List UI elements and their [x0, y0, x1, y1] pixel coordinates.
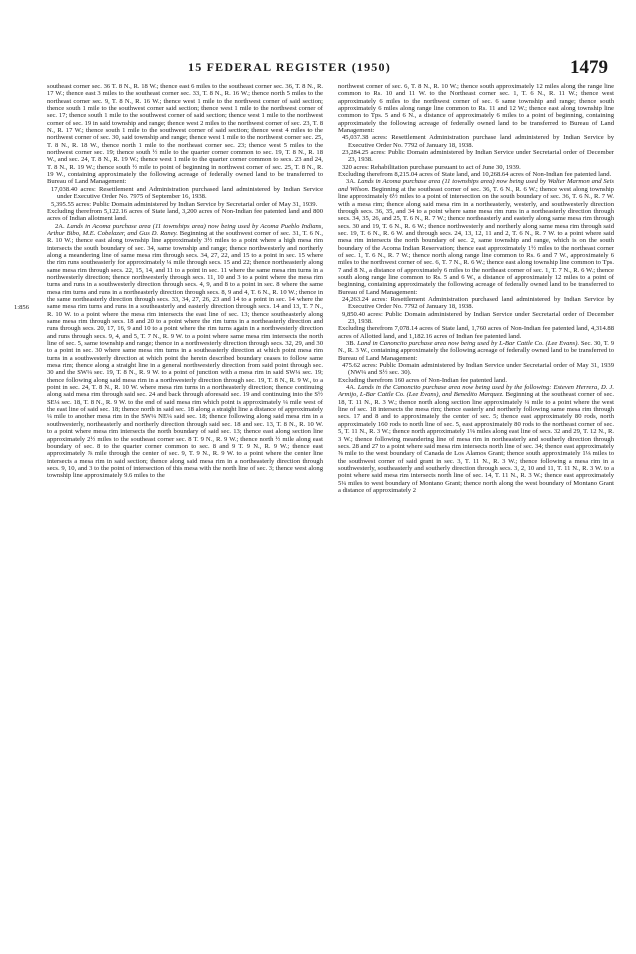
- paragraph: 45,037.38 acres: Resettlement Administration purchase land administered by Indian Service by Executive Order No. 7792 of January 18, 1938.: [342, 134, 614, 149]
- paragraph: 3A. Lands in Acoma purchase area (11 townships area) now being used by Walter Marmon and Seis and Wilson. Beginning at the southeast corner of sec. 36, T. 6 N., R. 6 W.; thence west along township line approximately 6½ miles to a point of intersection on the south boundary of sec. 36, T. 6 N., R. 7 W. with a mesa rim; thence along said mesa rim in a northeasterly, westerly, and southwesterly direction through secs. 36, 35, and 34 to a point where same mesa rim runs in a northeasterly direction through secs. 34, 35, 26, and 25, T. 6 N., R. 7 W.; thence northeasterly and easterly along same mesa rim through secs. 30 and 19, T. 6 N., R. 6 W.; thence northwesterly and northerly along same mesa rim through said sec. 19, T. 6 N., R. 6 W. and through secs. 24, 13, 12, 11 and 2, T. 6 N., R. 7 W. to a point where said mesa rim intersects the north boundary of sec. 2, same township and range, which is on the south boundary of the Acoma Indian Reservation; thence east approximately 1½ miles to the northeast corner of sec. 1, T. 6 N., R. 7 W.; thence north along range line common to Rs. 6 and 7 W., approximately 6 miles to the northwest corner of sec. 6, T. 7 N., R. 6 W.; thence east along township line common to Tps. 7 and 8 N., a distance of approximately 6 miles to the northeast corner of sec. 1, T. 7 N., R. 6 W.; thence south along range line common to Rs. 5 and 6 W., a distance of approximately 12 miles to a point of beginning, containing approximately the following acreage of federally owned land to be transferred to Bureau of Land Management:: [338, 178, 614, 296]
- paragraph: 475.62 acres: Public Domain administered by Indian Service under Secretarial order of May 31, 1939 (NW¼ and S½ sec. 30).: [342, 362, 614, 377]
- paragraph: 4A. Lands in the Canoncito purchase area now being used by the following: Esteven Herrera, D. J. Armijo, L-Bar Cattle Co. (Lee Evans), and Benedito Marquez. Beginning at the southeast corner of sec. 18, T. 11 N., R. 3 W.; thence north along section line approximately ¼ mile to a point where the west line of sec. 18 intersects the mesa rim; thence easterly and northerly following same mesa rim through secs. 17 and 8 and to approximately the center of sec. 5; thence east approximately 80 rods, north approximately 160 rods to north line of sec. 5, east approximately 80 rods to the northeast corner of sec. 5, T. 11 N., R. 3 W.; thence north approximately 1⅛ miles along east line of secs. 32 and 29, T. 12 N., R. 3 W.; thence following meandering line of mesa rim in northeasterly and southerly direction through secs. 28 and 27 to a point where said mesa rim intersects north line of sec. 34; thence east approximately ⅝ mile to the west boundary of Canada de Los Alamos Grant; thence south approximately 1⅛ miles to the southwest corner of said grant in sec. 3, T. 11 N., R. 3 W.; thence following a mesa rim in a southwesterly, southeasterly and southerly direction through secs. 3, 2, 10 and 11, T. 11 N., R. 3 W. to a point where said mesa rim intersects north line of sec. 14, T. 11 N., R. 3 W.; thence east approximately 5¼ miles to west boundary of Montano Grant; thence north along the west boundary of Montano Grant a distance of approximately 2: [338, 384, 614, 494]
- paragraph: 3B. Land in Canoncito purchase area now being used by L-Bar Cattle Co. (Lee Evans). Sec. 30, T. 9 N., R. 3 W., containing approximately the following acreage of federally owned land to be transferred to Bureau of Land Management:: [338, 340, 614, 362]
- page-header: [0, 0, 636, 80]
- paragraph: Excluding therefrom 7,078.14 acres of State land, 1,760 acres of Non-Indian fee patented land, 4,314.88 acres of Allotted land, and 1,182.16 acres of Indian fee patented land.: [338, 325, 614, 340]
- margin-note: 1:856: [14, 304, 30, 311]
- paragraph: 9,850.40 acres: Public Domain administered by Indian Service under Secretarial order of December 23, 1938.: [342, 310, 614, 325]
- paragraph: 320 acres: Rehabilitation purchase pursuant to act of June 30, 1939.: [342, 163, 521, 171]
- paragraph: 2A. Lands in Acoma purchase area (11 townships area) now being used by Acoma Pueblo Indians, Arthur Bibo, M.E. Cobelazer, and Gus D. Raney. Beginning at the southwest corner of sec. 31, T. 6 N., R. 10 W.; thence east along township line approximately 3½ miles to a point where a high mesa rim intersects the south boundary of sec. 34, same township and range; thence northwesterly and northerly along a meandering line of same mesa rim through secs. 34, 27, 22, and 15 to a point in sec. 15 where the rim runs southeasterly for approximately ¼ mile through secs. 15 and 22; thence northeasterly along same mesa rim through secs. 22, 15, 14, and 11 to a point in sec. 11 where the same mesa rim turns in a northwesterly direction; thence northwesterly through secs. 11, 10 and 3 to a point where the mesa rim turns and runs in a southwesterly direction through secs. 4, 9, and 8 to a point in sec. 8 where the same mesa rim turns and runs in a northeasterly direction through secs. 8, 9 and 4, T. 6 N., R. 10 W.; thence in the same northeasterly direction through secs. 33, 34, 27, 26, 23 and 14 to a point in sec. 14 where the same mesa rim turns and runs in a southeasterly and easterly direction through secs. 14 and 13, T. 7 N., R. 10 W. to a point where the mesa rim intersects the east line of sec. 13; thence southeasterly along same mesa rim through secs. 18 and 20 to a point where the rim turns in a northeasterly direction and runs through secs. 20, 17, 16, 9 and 10 to a point where the rim turns again in a northwesterly direction and runs through secs. 9, 4, and 5, T. 7 N., R. 9 W. to a point where same mesa rim intersects the north line of sec. 5, same township and range; thence in a northwesterly direction through secs. 32, 29, and 30 to a point in sec. 30 where same mesa rim turns in a southeasterly direction at which point mesa rim turns in a southwesterly direction at which point the herein described boundary ceases to follow same mesa rim; thence along a straight line in a general northwesterly direction from said point through sec. 30 and the SW¼ sec. 19, T. 8 N., R. 9 W. to a point of junction with a mesa rim in said SW¼ sec. 19; thence following along said mesa rim in a northwesterly direction through sec. 19, T. 8 N., R. 9 W., to a point in sec. 24, T. 8 N., R. 10 W. where mesa rim turns in a northeasterly direction; thence continuing along said mesa rim through said sec. 24 and back through aforesaid sec. 19 and continuing into the S½ SE¼ sec. 18, T. 8 N., R. 9 W. to the end of said mesa rim which point is approximately ¼ mile west of the east line of said sec. 18; thence north in said sec. 18 along a straight line a distance of approximately ¼ mile to another mesa rim in the SW¼ NE¼ said sec. 18; thence following along said mesa rim in a southwesterly, northeasterly and northerly direction through said sec. 18 and sec. 13, T. 8 N., R. 10 W. to a point where mesa rim intersects the north boundary of said sec. 13; thence east along section line approximately 2½ miles to the southeast corner sec. 8 T. 9 N., R. 9 W.; thence north ½ mile along east boundary of sec. 8 to the quarter corner common to sec. 8 and 9 T. 9 N., R. 9 W.; thence east approximately ⅞ mile through the center of sec. 9, T. 9 N., R. 9 W. to a point where the center line intersects a mesa rim in said section; thence along said mesa rim in a northeasterly direction through secs. 9, 10, and 3 to the point of intersection of this mesa with the north line of sec. 3; thence west along township line approximately 9.6 miles to the: [47, 222, 323, 480]
- page-number: 1479: [570, 57, 608, 78]
- paragraph: Excluding therefrom 5,122.16 acres of State land, 3,200 acres of Non-Indian fee patented land and 800 acres of Indian allotment land.: [47, 207, 323, 223]
- paragraph: northwest corner of sec. 6, T. 8 N., R. 10 W.; thence south approximately 12 miles along the range line common to Rs. 10 and 11 W. to the Northeast corner sec. 1, T. 6 N., R. 11 W.; thence west approximately 6 miles to the northwest corner of sec. 6 same township and range; thence south approximately 6 miles along range line common to Rs. 11 and 12 W.; thence east along township line common to Tps. 5 and 6 N., a distance of approximately 6 miles to a point of beginning, containing approximately the following acreage of federally owned land to be transferred to Bureau of Land Management:: [338, 83, 614, 135]
- running-head: 15 FEDERAL REGISTER (1950): [188, 60, 391, 74]
- paragraph: 23,284.25 acres: Public Domain administered by Indian Service under Secretarial order of December 23, 1938.: [342, 149, 614, 164]
- paragraph: Excluding therefrom 160 acres of Non-Indian fee patented land.: [338, 376, 507, 384]
- paragraph: southeast corner sec. 36 T. 8 N., R. 18 W.; thence east 6 miles to the southeast corner sec. 36, T. 8 N., R. 17 W.; thence east 3 miles to the southeast corner sec. 33, T. 8 N., R. 16 W.; thence north 5 miles to the northeast corner sec. 9, T. 8 N., R. 16 W.; thence west 1 mile to the northwest corner of said section; thence south 1 mile to the southwest corner said section; thence west 1 mile to the northwest corner of sec. 17; thence south 1 mile to the southwest corner of said section; thence west 1 mile to the northwest corner of sec. 19 in said township and range; thence west 2 miles to the northwest corner of sec. 23, T. 8 N., R. 17 W.; thence south 1 mile to the southwest corner of said section; thence west 4 miles to the northwest corner of sec. 30, said township and range; thence west 1 mile to the northwest corner sec. 25, T. 8 N., R. 18 W., thence north 1 mile to the northeast corner sec. 23; thence west 5 miles to the northwest corner sec. 19; thence south ½ mile to the quarter corner common to sec. 19, T. 8 N., R. 18 W., and sec. 24, T. 8 N., R. 19 W.; thence west 1 mile to the quarter corner common to secs. 23 and 24, T. 8 N., R. 19 W.; thence south ½ mile to point of beginning in northwest corner of sec. 25, T. 8 N., R. 19 W., containing approximately the following acreage of federally owned land to be transferred to Bureau of Land Management:: [47, 83, 323, 186]
- paragraph: Excluding therefrom 8,215.04 acres of State land, and 10,268.64 acres of Non-Indian fee patented land.: [338, 171, 612, 179]
- paragraph: 17,038.40 acres: Resettlement and Administration purchased land administered by Indian Service under Executive Order No. 7975 of September 16, 1938.: [51, 185, 323, 201]
- right-column: [338, 83, 614, 943]
- paragraph: 24,263.24 acres: Resettlement Administration purchased land administered by Indian Service by Executive Order No. 7792 of January 18, 1938.: [342, 295, 614, 311]
- paragraph: 5,395.55 acres: Public Domain administered by Indian Service by Secretarial order of May 31, 1939.: [51, 200, 318, 208]
- left-column: [47, 83, 323, 943]
